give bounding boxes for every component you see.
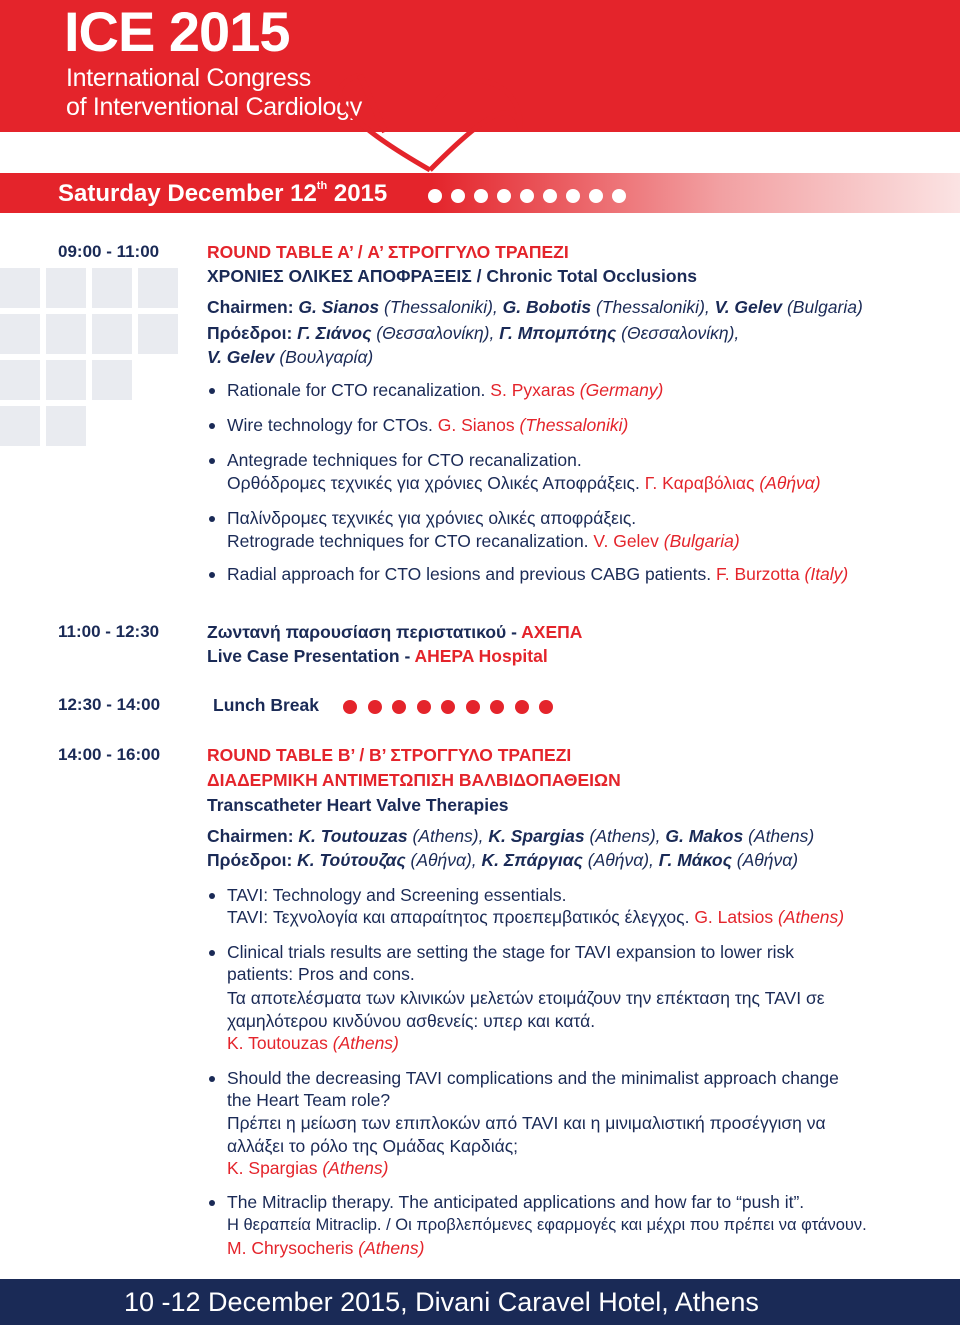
bullet-icon xyxy=(209,423,215,429)
footer-venue: 10 -12 December 2015, Divani Caravel Hotel, Athens xyxy=(124,1287,759,1317)
session3-talk-3-l3: Πρέπει η μείωση των επιπλοκών από TAVI και η μινιμαλιστική προσέγγιση να xyxy=(227,1113,826,1133)
session1-talk-2: Wire technology for CTOs. G. Sianos (Thessaloniki) xyxy=(227,415,629,435)
subtitle-line-1: International Congress xyxy=(66,64,311,92)
heart-logo-icon xyxy=(300,70,600,180)
footer-bar xyxy=(0,1279,960,1325)
bullet-icon xyxy=(209,516,215,522)
session3-chairmen-en: Chairmen: K. Toutouzas (Athens), K. Spargias (Athens), G. Makos (Athens) xyxy=(207,826,815,846)
date-dots xyxy=(428,189,635,203)
session1-talk-4: Παλίνδρομες τεχνικές για χρόνιες ολικές αποφράξεις. xyxy=(227,508,637,528)
lunch-time: 12:30 - 14:00 xyxy=(58,695,161,714)
session3-talk-4-l1: The Mitraclip therapy. The anticipated applications and how far to “push it”. xyxy=(227,1192,805,1212)
session3-talk-2-speaker: K. Toutouzas (Athens) xyxy=(227,1033,399,1053)
session3-title-1: ROUND TABLE B’ / Β’ ΣΤΡΟΓΓΥΛΟ ΤΡΑΠΕΖΙ xyxy=(207,745,572,765)
session1-title-2: ΧΡΟΝΙΕΣ ΟΛΙΚΕΣ ΑΠΟΦΡΑΞΕΙΣ / Chronic Total Occlusions xyxy=(207,266,698,286)
session2-line-2: Live Case Presentation - AHEPA Hospital xyxy=(207,646,548,666)
session3-talk-2-l2: patients: Pros and cons. xyxy=(227,964,415,984)
session1-talk-1: Rationale for CTO recanalization. S. Pyxaras (Germany) xyxy=(227,380,664,400)
lunch-label: Lunch Break xyxy=(213,695,319,715)
session3-title-2: ΔΙΑΔΕΡΜΙΚΗ ΑΝΤΙΜΕΤΩΠΙΣΗ ΒΑΛΒΙΔΟΠΑΘΕΙΩΝ xyxy=(207,770,621,790)
session3-time: 14:00 - 16:00 xyxy=(58,745,161,764)
session1-talk-3: Antegrade techniques for CTO recanalization. xyxy=(227,450,582,470)
bullet-icon xyxy=(209,388,215,394)
subtitle-line-2: of Interventional Cardiology xyxy=(66,93,362,121)
bullet-icon xyxy=(209,1200,215,1206)
session3-talk-4-l2: Η θεραπεία Mitraclip. / Οι προβλεπόμενες εφαρμογές και μέχρι που πρέπει να φτάνουν. xyxy=(227,1216,867,1234)
decorative-grid xyxy=(0,218,200,518)
session1-chairmen-gr: Πρόεδροι: Γ. Σιάνος (Θεσσαλονίκη), Γ. Μπομπότης (Θεσσαλονίκη), xyxy=(207,323,740,343)
bullet-icon xyxy=(209,572,215,578)
date-heading: Saturday December 12th 2015 xyxy=(58,180,388,207)
session1-title-1: ROUND TABLE A’ / Α’ ΣΤΡΟΓΓΥΛΟ ΤΡΑΠΕΖΙ xyxy=(207,242,569,262)
session3-talk-2-l3: Τα αποτελέσματα των κλινικών μελετών ετοιμάζουν την επέκταση της TAVI σε xyxy=(227,988,825,1008)
session1-talk-4-en: Retrograde techniques for CTO recanalization. V. Gelev (Bulgaria) xyxy=(227,531,740,551)
session3-talk-2-l4: χαμηλότερου κινδύνου ασθενείς: υπερ και κατά. xyxy=(227,1011,596,1031)
congress-title: ICE 2015 xyxy=(64,0,290,63)
session3-talk-3-l2: the Heart Team role? xyxy=(227,1090,391,1110)
session2-time: 11:00 - 12:30 xyxy=(58,622,160,641)
lunch-dots xyxy=(343,700,564,714)
session1-talk-3-gr: Ορθόδρομες τεχνικές για χρόνιες Ολικές Αποφράξεις. Γ. Καραβόλιας (Αθήνα) xyxy=(227,473,821,493)
session2-line-1: Ζωντανή παρουσίαση περιστατικού - ΑΧΕΠΑ xyxy=(207,622,583,642)
session3-talk-3-l4: αλλάξει το ρόλο της Ομάδας Καρδιάς; xyxy=(227,1136,519,1156)
session3-talk-3-speaker: K. Spargias (Athens) xyxy=(227,1158,389,1178)
session3-talk-1: TAVI: Technology and Screening essentials. xyxy=(227,885,567,905)
session1-chairmen-en: Chairmen: G. Sianos (Thessaloniki), G. Bobotis (Thessaloniki), V. Gelev (Bulgaria) xyxy=(207,297,863,317)
session3-talk-4-speaker: M. Chrysocheris (Athens) xyxy=(227,1238,425,1258)
date-bar xyxy=(0,173,960,213)
session1-chairmen-gr-2: V. Gelev (Βουλγαρία) xyxy=(207,347,374,367)
bullet-icon xyxy=(209,950,215,956)
bullet-icon xyxy=(209,1076,215,1082)
session3-chairmen-gr: Πρόεδροι: Κ. Τούτουζας (Αθήνα), Κ. Σπάργιας (Αθήνα), Γ. Μάκος (Αθήνα) xyxy=(207,850,799,870)
bullet-icon xyxy=(209,458,215,464)
session3-talk-1-gr: TAVI: Τεχνολογία και απαραίτητος προεπεμβατικός έλεγχος. G. Latsios (Athens) xyxy=(227,907,845,927)
session3-talk-2-l1: Clinical trials results are setting the stage for TAVI expansion to lower risk xyxy=(227,942,795,962)
session3-talk-3-l1: Should the decreasing TAVI complications and the minimalist approach change xyxy=(227,1068,839,1088)
session1-talk-5: Radial approach for CTO lesions and previous CABG patients. F. Burzotta (Italy) xyxy=(227,564,849,584)
session3-title-3: Transcatheter Heart Valve Therapies xyxy=(207,795,509,815)
session1-time: 09:00 - 11:00 xyxy=(58,242,160,261)
bullet-icon xyxy=(209,893,215,899)
